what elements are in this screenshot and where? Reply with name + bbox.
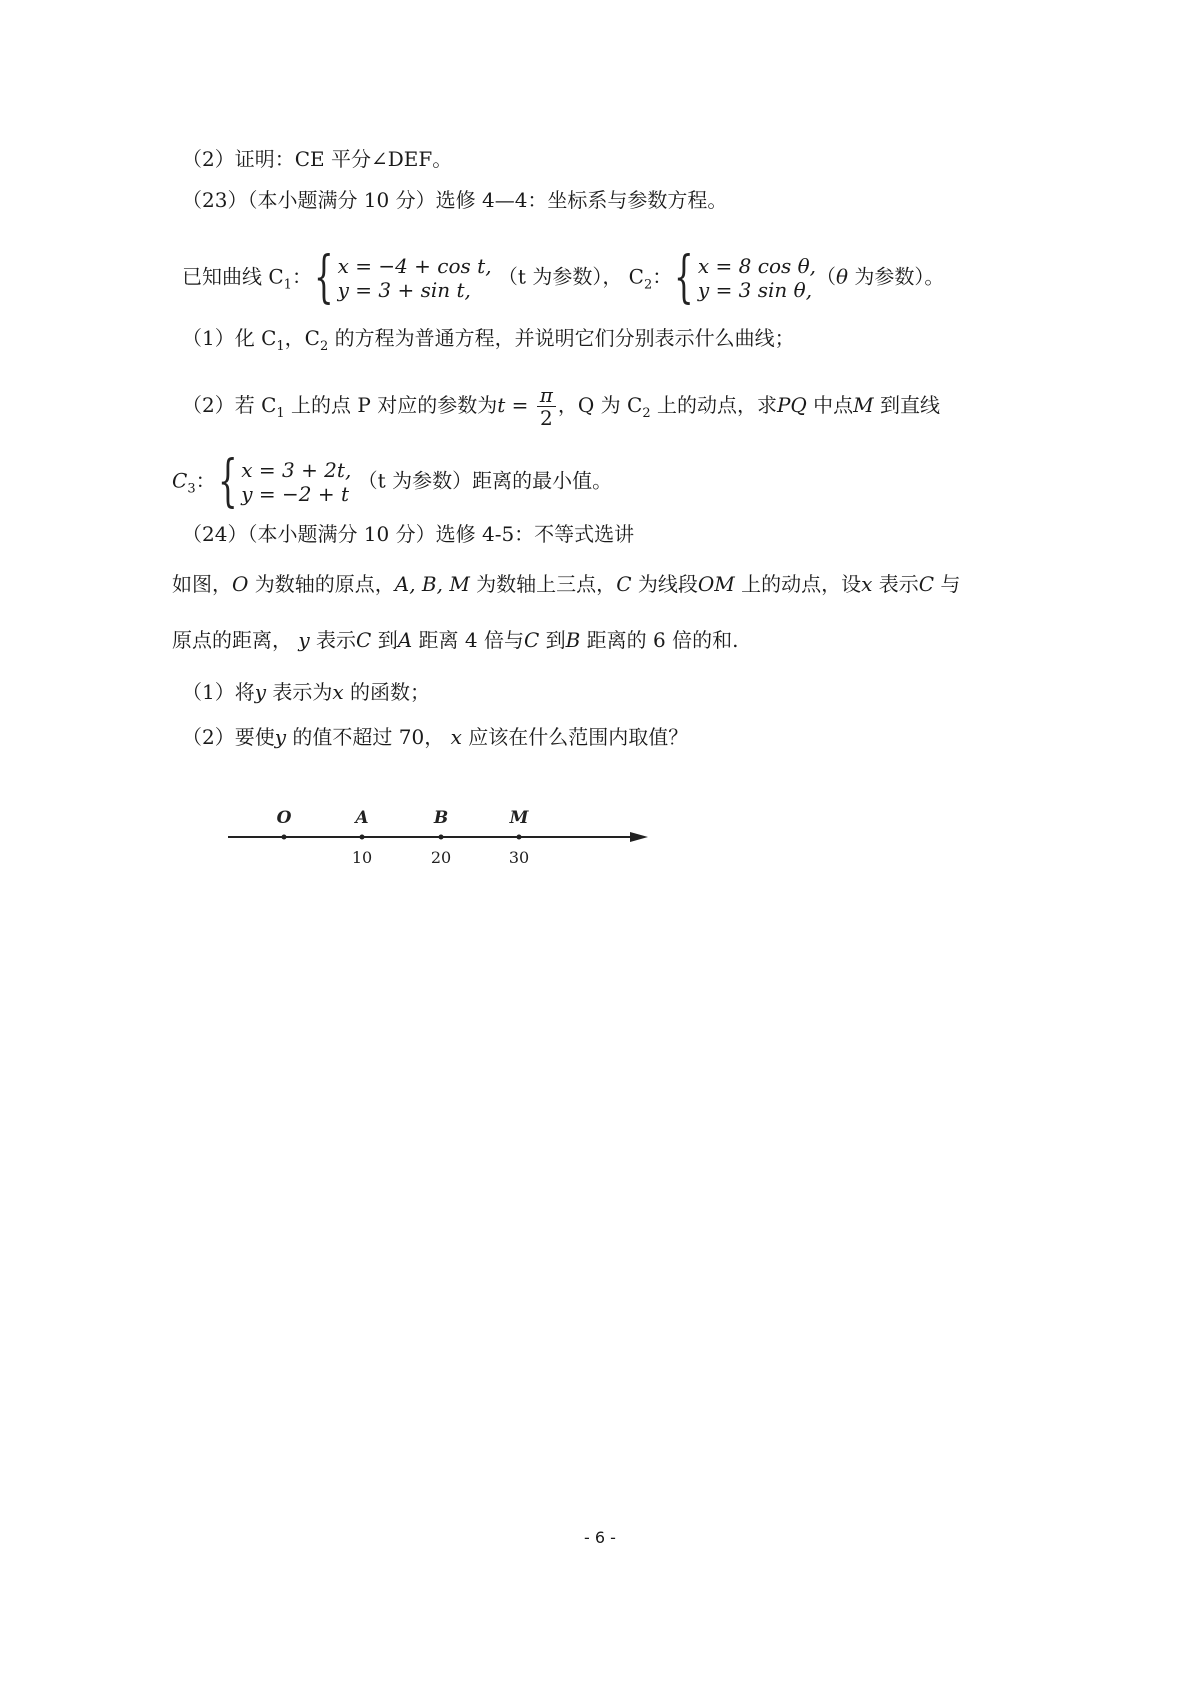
text-run: 到直线 bbox=[873, 393, 941, 417]
text-run: 到 bbox=[371, 628, 398, 652]
axis-point bbox=[360, 835, 365, 840]
math-variable: C bbox=[356, 628, 372, 652]
text-run: ： bbox=[652, 264, 673, 289]
text-run: 原点的距离， bbox=[172, 628, 299, 652]
math-variable: OM bbox=[697, 572, 735, 596]
axis-point bbox=[517, 835, 522, 840]
point-label: A bbox=[355, 808, 369, 828]
text-run: 的方程为普通方程，并说明它们分别表示什么曲线； bbox=[328, 326, 795, 350]
subscript: 1 bbox=[276, 406, 285, 421]
left-brace: { bbox=[313, 245, 334, 310]
text-run: 的值不超过 70， bbox=[286, 725, 451, 749]
left-brace: { bbox=[674, 245, 694, 310]
text-run: 如图， bbox=[172, 572, 232, 596]
fraction-numerator: π bbox=[537, 384, 556, 407]
page-number: - 6 - bbox=[584, 1528, 616, 1547]
math-variable: A bbox=[397, 628, 413, 652]
math-variable: y bbox=[274, 725, 287, 749]
text-run: （1）将 bbox=[182, 680, 255, 704]
point-value: 10 bbox=[351, 848, 373, 867]
text-run: 上的点 P 对应的参数为 bbox=[284, 393, 498, 417]
text-run: （1）化 C bbox=[182, 326, 277, 350]
subscript: 1 bbox=[276, 339, 285, 354]
text-run: （t 为参数）距离的最小值。 bbox=[351, 468, 613, 493]
equation-row: y = 3 + sin t, bbox=[337, 278, 471, 302]
text-run: （23）（本小题满分 10 分）选修 4—4：坐标系与参数方程。 bbox=[182, 188, 728, 212]
text-run: 上的动点，设 bbox=[734, 572, 862, 596]
point-value: 30 bbox=[508, 848, 530, 867]
math-variable: x bbox=[861, 572, 873, 596]
text-run: 距离 4 倍与 bbox=[412, 628, 524, 652]
text-run: （2）证明：CE 平分∠DEF。 bbox=[182, 147, 453, 171]
point-label: B bbox=[433, 808, 449, 828]
text-run: 表示为 bbox=[266, 680, 333, 704]
math-variable: PQ bbox=[776, 393, 807, 417]
math-variable: t bbox=[497, 393, 506, 417]
equation-row: y = −2 + t bbox=[241, 482, 349, 506]
text-run: 为数轴上三点， bbox=[469, 572, 617, 596]
axis-arrow-icon bbox=[630, 832, 648, 842]
text-run: 应该在什么范围内取值？ bbox=[461, 725, 689, 749]
math-variable: y bbox=[254, 680, 267, 704]
math-variable: C bbox=[172, 468, 188, 493]
math-variable: x bbox=[450, 725, 462, 749]
math-variable: C bbox=[918, 572, 935, 596]
text-run: ，C bbox=[284, 326, 320, 350]
text-run: 上的动点，求 bbox=[650, 393, 777, 417]
text-run: （24）（本小题满分 10 分）选修 4-5：不等式选讲 bbox=[182, 522, 635, 546]
text-run: 的函数； bbox=[343, 680, 431, 704]
math-variable: x bbox=[332, 680, 344, 704]
left-brace: { bbox=[217, 449, 238, 514]
axis-point bbox=[282, 835, 287, 840]
math-variable: A, B, M bbox=[394, 572, 470, 596]
text-run: （ bbox=[816, 264, 837, 289]
point-label: M bbox=[509, 808, 529, 828]
equation-row: x = 3 + 2t, bbox=[241, 458, 352, 482]
math-variable: O bbox=[232, 572, 249, 596]
subscript: 1 bbox=[283, 277, 292, 293]
math-variable: y bbox=[298, 628, 310, 652]
equation-row: x = −4 + cos t, bbox=[337, 254, 492, 278]
text-run: 与 bbox=[934, 572, 961, 596]
equation-row: x = 8 cos θ, bbox=[697, 254, 817, 278]
text-run: 表示 bbox=[309, 628, 357, 652]
text-run: ： bbox=[195, 468, 216, 493]
text-run: （t 为参数）， C bbox=[491, 264, 644, 289]
text-run: 为数轴的原点， bbox=[248, 572, 395, 596]
math-variable: M bbox=[853, 393, 874, 417]
text-run: （2）要使 bbox=[182, 725, 275, 749]
equation-row: y = 3 sin θ, bbox=[697, 278, 813, 302]
subscript: 3 bbox=[187, 481, 196, 497]
math-variable: C bbox=[616, 572, 632, 596]
axis-point bbox=[439, 835, 444, 840]
text-run: （2）若 C bbox=[182, 393, 277, 417]
text-run: 到 bbox=[539, 628, 566, 652]
point-label: O bbox=[276, 808, 292, 828]
text-run: 表示 bbox=[872, 572, 919, 596]
text-run: = bbox=[505, 393, 535, 417]
math-variable: θ bbox=[836, 264, 849, 289]
math-variable: B bbox=[565, 628, 581, 652]
text-run: ： bbox=[291, 264, 312, 289]
text-run: 为线段 bbox=[631, 572, 698, 596]
point-value: 20 bbox=[430, 848, 452, 867]
subscript: 2 bbox=[319, 339, 329, 354]
text-run: 已知曲线 C bbox=[182, 264, 284, 289]
text-run: 距离的 6 倍的和. bbox=[580, 628, 739, 652]
text-run: 中点 bbox=[806, 393, 854, 417]
subscript: 2 bbox=[643, 277, 653, 293]
text-run: ，Q 为 C bbox=[557, 393, 643, 417]
math-variable: C bbox=[523, 628, 540, 652]
subscript: 2 bbox=[642, 406, 651, 421]
fraction-denominator: 2 bbox=[539, 406, 553, 430]
text-run: 为参数）。 bbox=[848, 264, 945, 289]
